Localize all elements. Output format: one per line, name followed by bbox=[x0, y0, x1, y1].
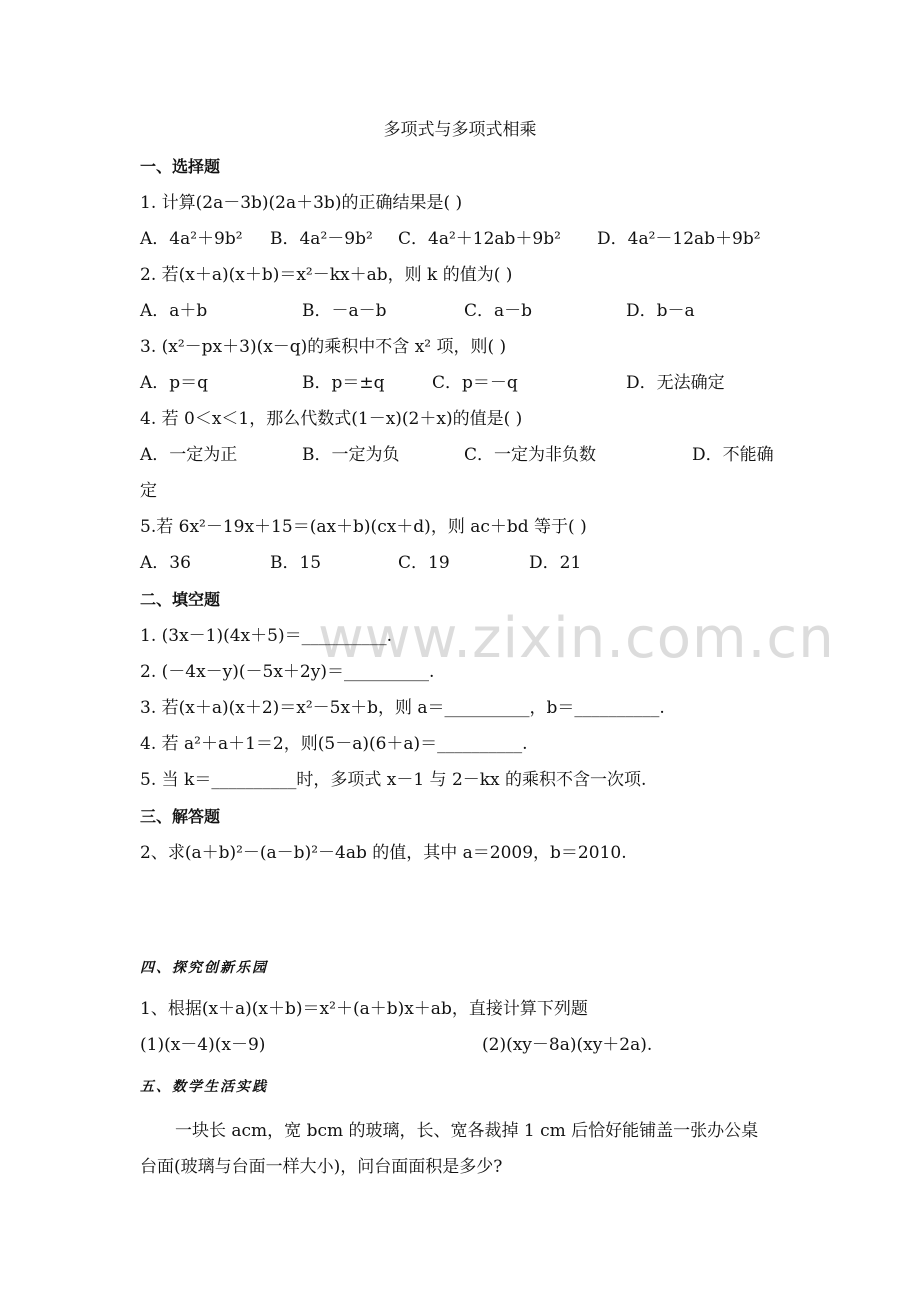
option-d: D．b－a bbox=[626, 301, 695, 321]
page-title: 多项式与多项式相乘 bbox=[383, 120, 537, 140]
option-b: B．p＝±q bbox=[302, 373, 385, 393]
option-d: D．21 bbox=[529, 553, 582, 573]
option-a: A．4a²＋9b² bbox=[140, 229, 243, 249]
option-d: D．无法确定 bbox=[626, 373, 725, 393]
fill-item-4: 4. 若 a²＋a＋1＝2，则(5－a)(6＋a)＝__________. bbox=[140, 734, 528, 754]
explore-question: 1、根据(x＋a)(x＋b)＝x²＋(a＋b)x＋ab，直接计算下列题 bbox=[140, 999, 588, 1019]
option-c: C．4a²＋12ab＋9b² bbox=[398, 229, 561, 249]
practice-line-1: 一块长 acm，宽 bcm 的玻璃，长、宽各裁掉 1 cm 后恰好能铺盖一张办公桌 bbox=[175, 1121, 759, 1141]
fill-item-5: 5. 当 k＝__________时，多项式 x－1 与 2－kx 的乘积不含一次项. bbox=[140, 770, 647, 790]
option-c: C．一定为非负数 bbox=[464, 445, 597, 465]
question-2: 2. 若(x＋a)(x＋b)＝x²－kx＋ab，则 k 的值为( ) bbox=[140, 265, 513, 285]
question-4: 4. 若 0＜x＜1，那么代数式(1－x)(2＋x)的值是( ) bbox=[140, 409, 523, 429]
option-a: A．a＋b bbox=[140, 301, 208, 321]
explore-sub-2: (2)(xy－8a)(xy＋2a). bbox=[482, 1035, 653, 1055]
question-1: 1. 计算(2a－3b)(2a＋3b)的正确结果是( ) bbox=[140, 193, 463, 213]
question-5: 5.若 6x²－19x＋15＝(ax＋b)(cx＋d)，则 ac＋bd 等于( ) bbox=[140, 517, 587, 537]
option-d: D．4a²－12ab＋9b² bbox=[597, 229, 761, 249]
option-b: B．－a－b bbox=[302, 301, 387, 321]
section-heading-solve: 三、解答题 bbox=[140, 807, 221, 826]
watermark: www.zixin.com.cn bbox=[318, 606, 835, 671]
option-c: C．p＝－q bbox=[432, 373, 518, 393]
section-heading-choice: 一、选择题 bbox=[140, 157, 221, 176]
fill-item-3: 3. 若(x＋a)(x＋2)＝x²－5x＋b，则 a＝__________，b＝__________. bbox=[140, 698, 665, 718]
option-b: B．4a²－9b² bbox=[270, 229, 373, 249]
option-a: A．一定为正 bbox=[140, 445, 238, 465]
question-3: 3. (x²－px＋3)(x－q)的乘积中不含 x² 项，则( ) bbox=[140, 337, 507, 357]
explore-sub-1: (1)(x－4)(x－9) bbox=[140, 1035, 266, 1055]
option-c: C．a－b bbox=[464, 301, 533, 321]
option-a: A．36 bbox=[140, 553, 191, 573]
option-b: B．一定为负 bbox=[302, 445, 400, 465]
section-heading-practice: 五、数学生活实践 bbox=[140, 1079, 268, 1095]
option-c: C．19 bbox=[398, 553, 450, 573]
option-a: A．p＝q bbox=[140, 373, 209, 393]
practice-line-2: 台面(玻璃与台面一样大小)，问台面面积是多少? bbox=[140, 1157, 503, 1177]
fill-item-2: 2. (－4x－y)(－5x＋2y)＝__________. bbox=[140, 662, 435, 682]
option-b: B．15 bbox=[270, 553, 322, 573]
fill-item-1: 1. (3x－1)(4x＋5)＝__________. bbox=[140, 626, 392, 646]
section-heading-fill: 二、填空题 bbox=[140, 590, 221, 609]
solve-question: 2、求(a＋b)²－(a－b)²－4ab 的值，其中 a＝2009，b＝2010. bbox=[140, 843, 627, 863]
option-d-wrap: 定 bbox=[140, 481, 157, 501]
section-heading-explore: 四、探究创新乐园 bbox=[140, 960, 268, 976]
option-d: D．不能确 bbox=[692, 445, 774, 465]
